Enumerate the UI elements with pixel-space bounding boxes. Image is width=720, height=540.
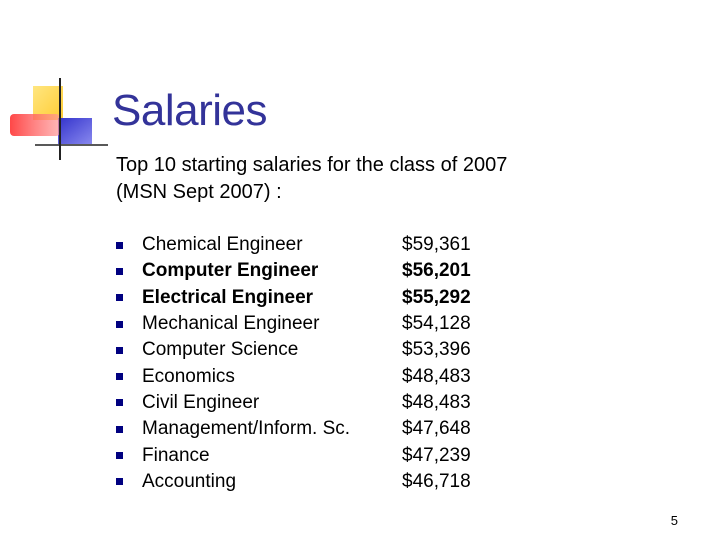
square-bullet-icon <box>116 426 123 433</box>
square-bullet-icon <box>116 452 123 459</box>
salary-value: $59,361 <box>402 234 471 256</box>
salary-row <box>112 232 471 258</box>
salary-row <box>112 416 471 442</box>
corner-decoration <box>0 0 110 170</box>
salary-list <box>112 232 471 495</box>
salary-value: $55,292 <box>402 286 471 308</box>
square-bullet-icon <box>116 242 123 249</box>
salary-row <box>112 390 471 416</box>
salary-value: $53,396 <box>402 339 471 361</box>
salary-major-label: Management/Inform. Sc. <box>142 418 351 440</box>
salary-row <box>112 469 471 495</box>
square-bullet-icon <box>116 347 123 354</box>
salary-value: $47,648 <box>402 418 471 440</box>
salary-row <box>112 258 471 284</box>
salary-row <box>112 311 471 337</box>
salary-major-label: Mechanical Engineer <box>142 313 320 335</box>
red-bar <box>10 114 60 136</box>
salary-major-label: Civil Engineer <box>142 391 260 413</box>
slide-title: Salaries <box>112 86 267 135</box>
salary-row <box>112 363 471 389</box>
blue-square <box>58 118 92 144</box>
salary-value: $48,483 <box>402 365 471 387</box>
salary-value: $56,201 <box>402 260 471 282</box>
salary-major-label: Economics <box>142 365 235 387</box>
salary-value: $54,128 <box>402 313 471 335</box>
square-bullet-icon <box>116 373 123 380</box>
subtitle-line-2: (MSN Sept 2007) : <box>116 181 282 203</box>
square-bullet-icon <box>116 321 123 328</box>
square-bullet-icon <box>116 294 123 301</box>
salary-major-label: Finance <box>142 444 210 466</box>
salary-row <box>112 285 471 311</box>
salary-value: $46,718 <box>402 470 471 492</box>
salary-major-label: Accounting <box>142 470 237 492</box>
salary-value: $47,239 <box>402 444 471 466</box>
salary-row <box>112 442 471 468</box>
subtitle-line-1: Top 10 starting salaries for the class of 2007 <box>116 154 508 176</box>
salary-value: $48,483 <box>402 391 471 413</box>
salary-major-label: Chemical Engineer <box>142 234 303 256</box>
slide-subtitle <box>116 152 596 206</box>
salary-major-label: Computer Science <box>142 339 299 361</box>
salary-major-label: Computer Engineer <box>142 260 319 282</box>
salary-row <box>112 337 471 363</box>
salary-major-label: Electrical Engineer <box>142 286 314 308</box>
page-number: 5 <box>670 513 678 528</box>
square-bullet-icon <box>116 268 123 275</box>
square-bullet-icon <box>116 399 123 406</box>
square-bullet-icon <box>116 478 123 485</box>
